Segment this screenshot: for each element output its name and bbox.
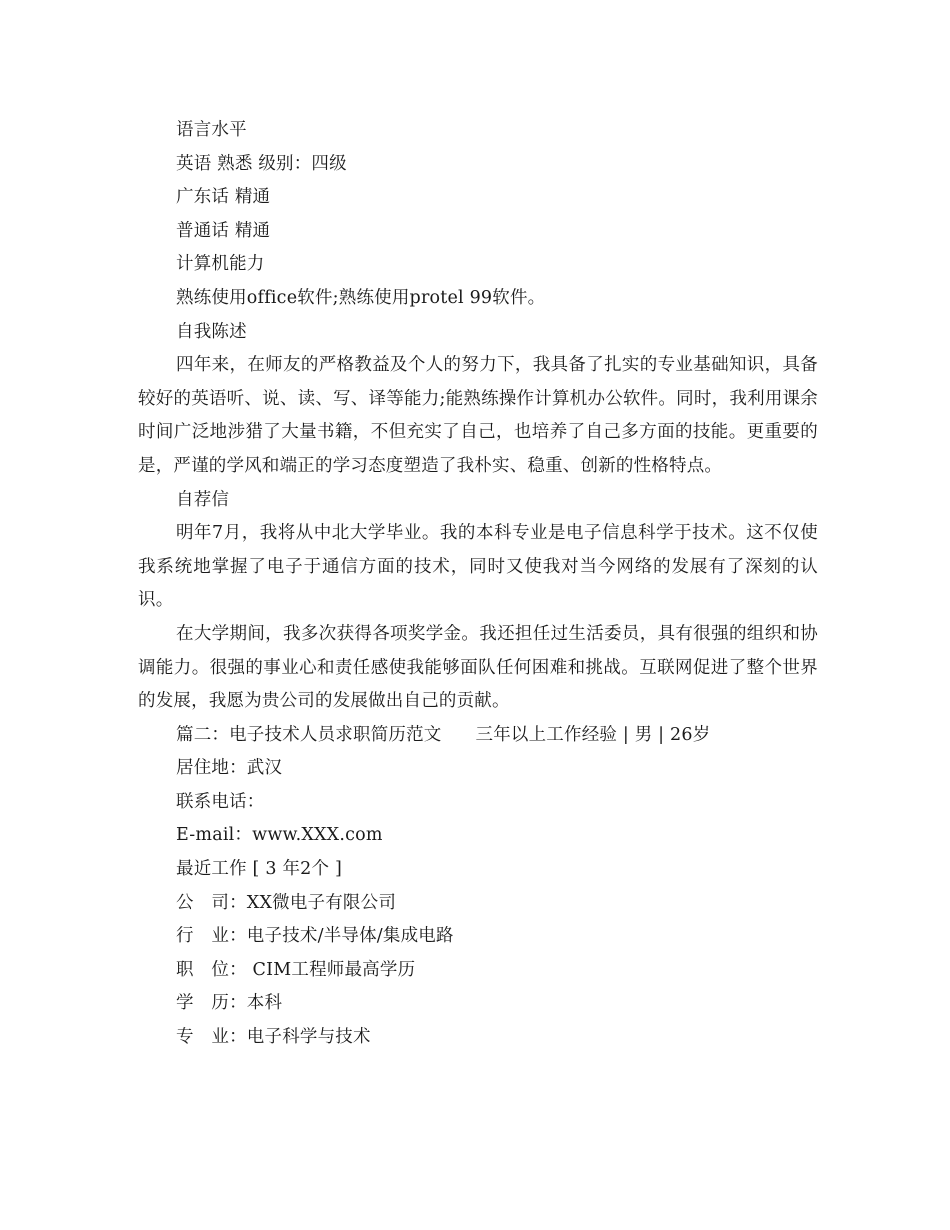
cover-letter-heading: 自荐信 [176,489,230,510]
phone: 联系电话： [176,791,265,812]
part-two-line [138,719,818,753]
email: E-mail：www.XXX.com [176,825,383,846]
language-heading: 语言水平 [176,120,247,140]
computer-heading: 计算机能力 [176,254,265,275]
part-two-summary: 三年以上工作经验 | 男 | 26岁 [475,724,711,745]
cover-letter-paragraph-2: 在大学期间，我多次获得各项奖学金。我还担任过生活委员，具有很强的组织和协调能力。很强的事业心和责任感使我能够面队任何困难和挑战。互联网促进了整个世界的发展，我愿为贵公司的发展做出自己的贡献。 [138,623,818,712]
major: 专 业：电子科学与技术 [176,1027,371,1048]
english-level: 英语 熟悉 级别：四级 [176,153,347,174]
resume-text [138,114,818,1055]
computer-detail: 熟练使用office软件;熟练使用protel 99软件。 [176,287,546,308]
cantonese-level: 广东话 精通 [176,187,271,208]
self-statement-paragraph: 四年来，在师友的严格教益及个人的努力下，我具备了扎实的专业基础知识，具备较好的英语听、说、读、写、译等能力;能熟练操作计算机办公软件。同时，我利用课余时间广泛地涉猎了大量书籍，不但充实了自己，也培养了自己多方面的技能。更重要的是，严谨的学风和端正的学习态度塑造了我朴实、稳重、创新的性格特点。 [138,355,818,476]
company: 公 司：XX微电子有限公司 [176,892,397,913]
part-two-title: 篇二：电子技术人员求职简历范文 [176,724,442,745]
position: 职 位： CIM工程师最高学历 [176,959,416,980]
cover-letter-paragraph-1: 明年7月，我将从中北大学毕业。我的本科专业是电子信息科学于技术。这不仅使我系统地掌握了电子于通信方面的技术，同时又使我对当今网络的发展有了深刻的认识。 [138,523,818,611]
residence: 居住地：武汉 [176,758,283,779]
self-statement-heading: 自我陈述 [176,321,247,342]
education: 学 历：本科 [176,993,283,1014]
recent-work: 最近工作 [ 3 年2个 ] [176,859,342,880]
mandarin-level: 普通话 精通 [176,220,271,241]
industry: 行 业：电子技术/半导体/集成电路 [176,926,454,947]
